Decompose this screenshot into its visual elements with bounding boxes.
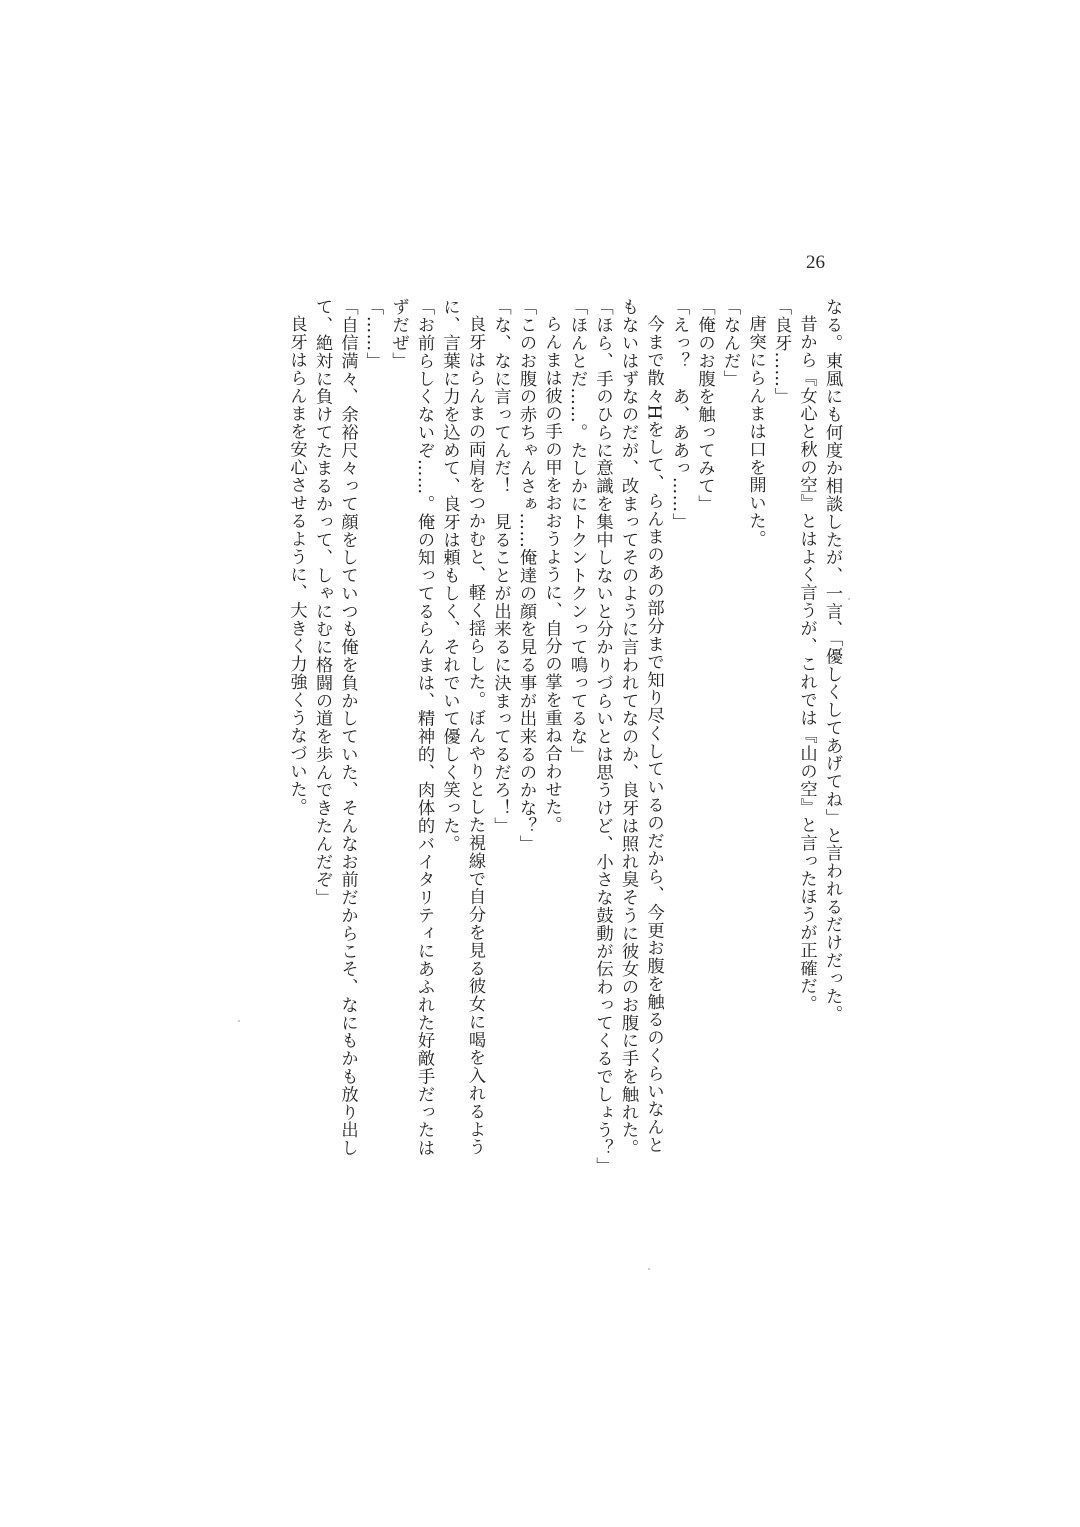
page-number: 26 xyxy=(806,252,825,273)
text-line: 「このお腹の赤ちゃんさぁ……俺達の顔を見る事が出来るのかな？」 xyxy=(516,298,536,853)
text-line: もないはずなのだが、改まってそのように言われてなのか、良牙は照れ臭そうに彼女のお腹に手を触れた。 xyxy=(618,298,638,1157)
text-line: 「お前らしくないぞ……。俺の知ってるらんまは、精神的、肉体的バイタリティにあふれた好敵手だったは xyxy=(414,298,434,1157)
text-line: 「えっ？ あ、ああっ……」 xyxy=(669,298,689,531)
scan-speck xyxy=(848,598,850,600)
text-line: なる。東風にも何度か相談したが、一言、「優しくしてあげてね」と言われるだけだった。 xyxy=(822,298,842,1023)
text-line: 「な、なに言ってんだ！ 見ることが出来るに決まってるだろ！」 xyxy=(490,298,511,835)
text-line: て、絶対に負けてたまるかって、しゃにむに格闘の道を歩んできたんだぞ」 xyxy=(312,298,332,907)
text-line: 「ほんとだ……。たしかにトクントクンって鳴ってるな」 xyxy=(567,298,587,764)
text-line: 「良牙……」 xyxy=(771,298,791,406)
body-text xyxy=(204,298,844,1178)
text-line: 良牙はらんまの両肩をつかむと、軽く揺らした。ぼんやりとした視線で自分を見る彼女に喝を入れるよう xyxy=(465,315,485,1157)
text-line: に、言葉に力を込めて、良牙は頼もしく、それでいて優しく笑った。 xyxy=(439,298,460,853)
text-line: 昔から『女心と秋の空』とはよく言うが、これでは『山の空』と言ったほうが正確だ。 xyxy=(796,315,817,1014)
text-line: 「なんだ」 xyxy=(720,298,740,388)
text-line: 「ほら、手のひらに意識を集中しないと分かりづらいとは思うけど、小さな鼓動が伝わってくるでしょう？」 xyxy=(592,298,613,1175)
text-line: らんまは彼の手の甲をおおうように、自分の掌を重ね合わせた。 xyxy=(541,315,562,835)
text-line: 唐突にらんまは口を開いた。 xyxy=(745,315,766,548)
scan-speck xyxy=(238,1020,240,1022)
text-line: 「……」 xyxy=(363,298,383,370)
text-line: 「俺のお腹を触ってみて」 xyxy=(694,298,715,513)
text-line: 良牙はらんまを安心させるように、大きく力強くうなづいた。 xyxy=(286,315,307,817)
scan-speck xyxy=(648,1268,650,1270)
text-line: 「自信満々、余裕尺々って顔をしていつも俺を負かしていた、そんなお前だからこそ、なにもかも放り出し xyxy=(337,298,358,1157)
text-line: 今まで散々Hをして、らんまのあの部分まで知り尽くしているのだから、今更お腹を触るのくらいなんと xyxy=(643,315,664,1154)
text-line: ずだぜ」 xyxy=(388,298,409,370)
